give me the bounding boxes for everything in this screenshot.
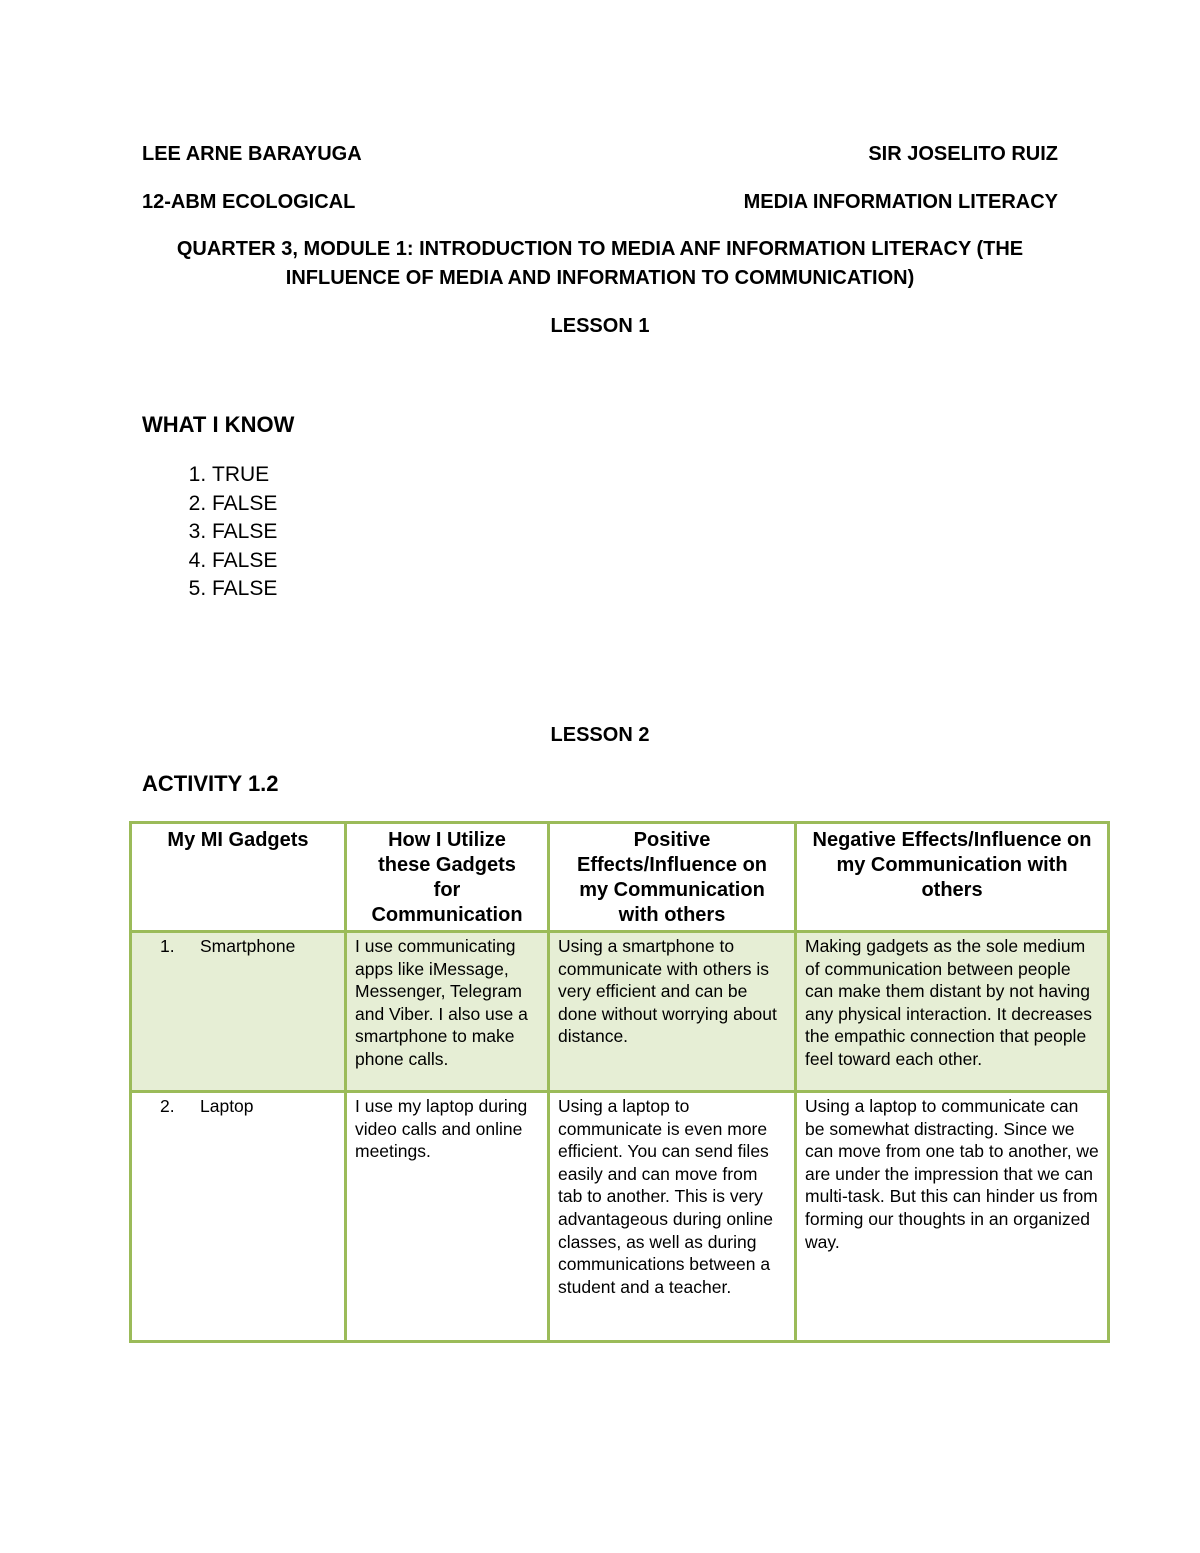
column-header-utilize: How I Utilize these Gadgets for Communication (346, 823, 549, 932)
table-row (131, 932, 1109, 1092)
gadget-cell (131, 1092, 346, 1342)
answer-item: 2. FALSE (212, 490, 277, 519)
utilize-cell: I use my laptop during video calls and online meetings. (346, 1092, 549, 1342)
lesson1-title: LESSON 1 (550, 315, 650, 337)
positive-cell: Using a laptop to communicate is even more efficient. You can send files easily and can move from tab to another. This is very advantageous during online classes, as well as during communications between a student and a teacher. (549, 1092, 796, 1342)
row-number: 1. (160, 936, 175, 956)
lesson2-title: LESSON 2 (550, 724, 650, 746)
section-name: 12-ABM ECOLOGICAL (142, 191, 356, 213)
column-header-gadgets: My MI Gadgets (131, 823, 346, 932)
answer-item: 4. FALSE (212, 547, 277, 576)
answer-item: 3. FALSE (212, 518, 277, 547)
column-header-negative: Negative Effects/Influence on my Communication with others (796, 823, 1109, 932)
gadget-name: Laptop (200, 1096, 254, 1116)
gadget-name: Smartphone (200, 936, 296, 956)
module-title-line1: QUARTER 3, MODULE 1: INTRODUCTION TO MEDIA ANF INFORMATION LITERACY (THE (176, 238, 1024, 260)
answer-item: 5. FALSE (212, 575, 277, 604)
gadget-cell (131, 932, 346, 1092)
activity-table (129, 821, 1110, 1343)
utilize-cell: I use communicating apps like iMessage, Messenger, Telegram and Viber. I also use a smartphone to make phone calls. (346, 932, 549, 1092)
positive-cell: Using a smartphone to communicate with others is very efficient and can be done without worrying about distance. (549, 932, 796, 1092)
answer-item: 1. TRUE (212, 461, 277, 490)
student-name: LEE ARNE BARAYUGA (142, 143, 362, 165)
subject-name: MEDIA INFORMATION LITERACY (743, 191, 1058, 213)
row-number: 2. (160, 1096, 175, 1116)
table-header-row (131, 823, 1109, 932)
teacher-name: SIR JOSELITO RUIZ (868, 143, 1058, 165)
activity-heading: ACTIVITY 1.2 (142, 771, 279, 796)
negative-cell: Using a laptop to communicate can be somewhat distracting. Since we can move from one tab to another, we are under the impression that we can multi-task. But this can hinder us from forming our thoughts in an organized way. (796, 1092, 1109, 1342)
answer-list (142, 461, 277, 604)
table-row (131, 1092, 1109, 1342)
module-title-line2: INFLUENCE OF MEDIA AND INFORMATION TO COMMUNICATION) (285, 267, 915, 289)
column-header-positive: Positive Effects/Influence on my Communication with others (549, 823, 796, 932)
negative-cell: Making gadgets as the sole medium of communication between people can make them distant by not having any physical interaction. It decreases the empathic connection that people feel toward each other. (796, 932, 1109, 1092)
what-i-know-heading: WHAT I KNOW (142, 412, 295, 437)
